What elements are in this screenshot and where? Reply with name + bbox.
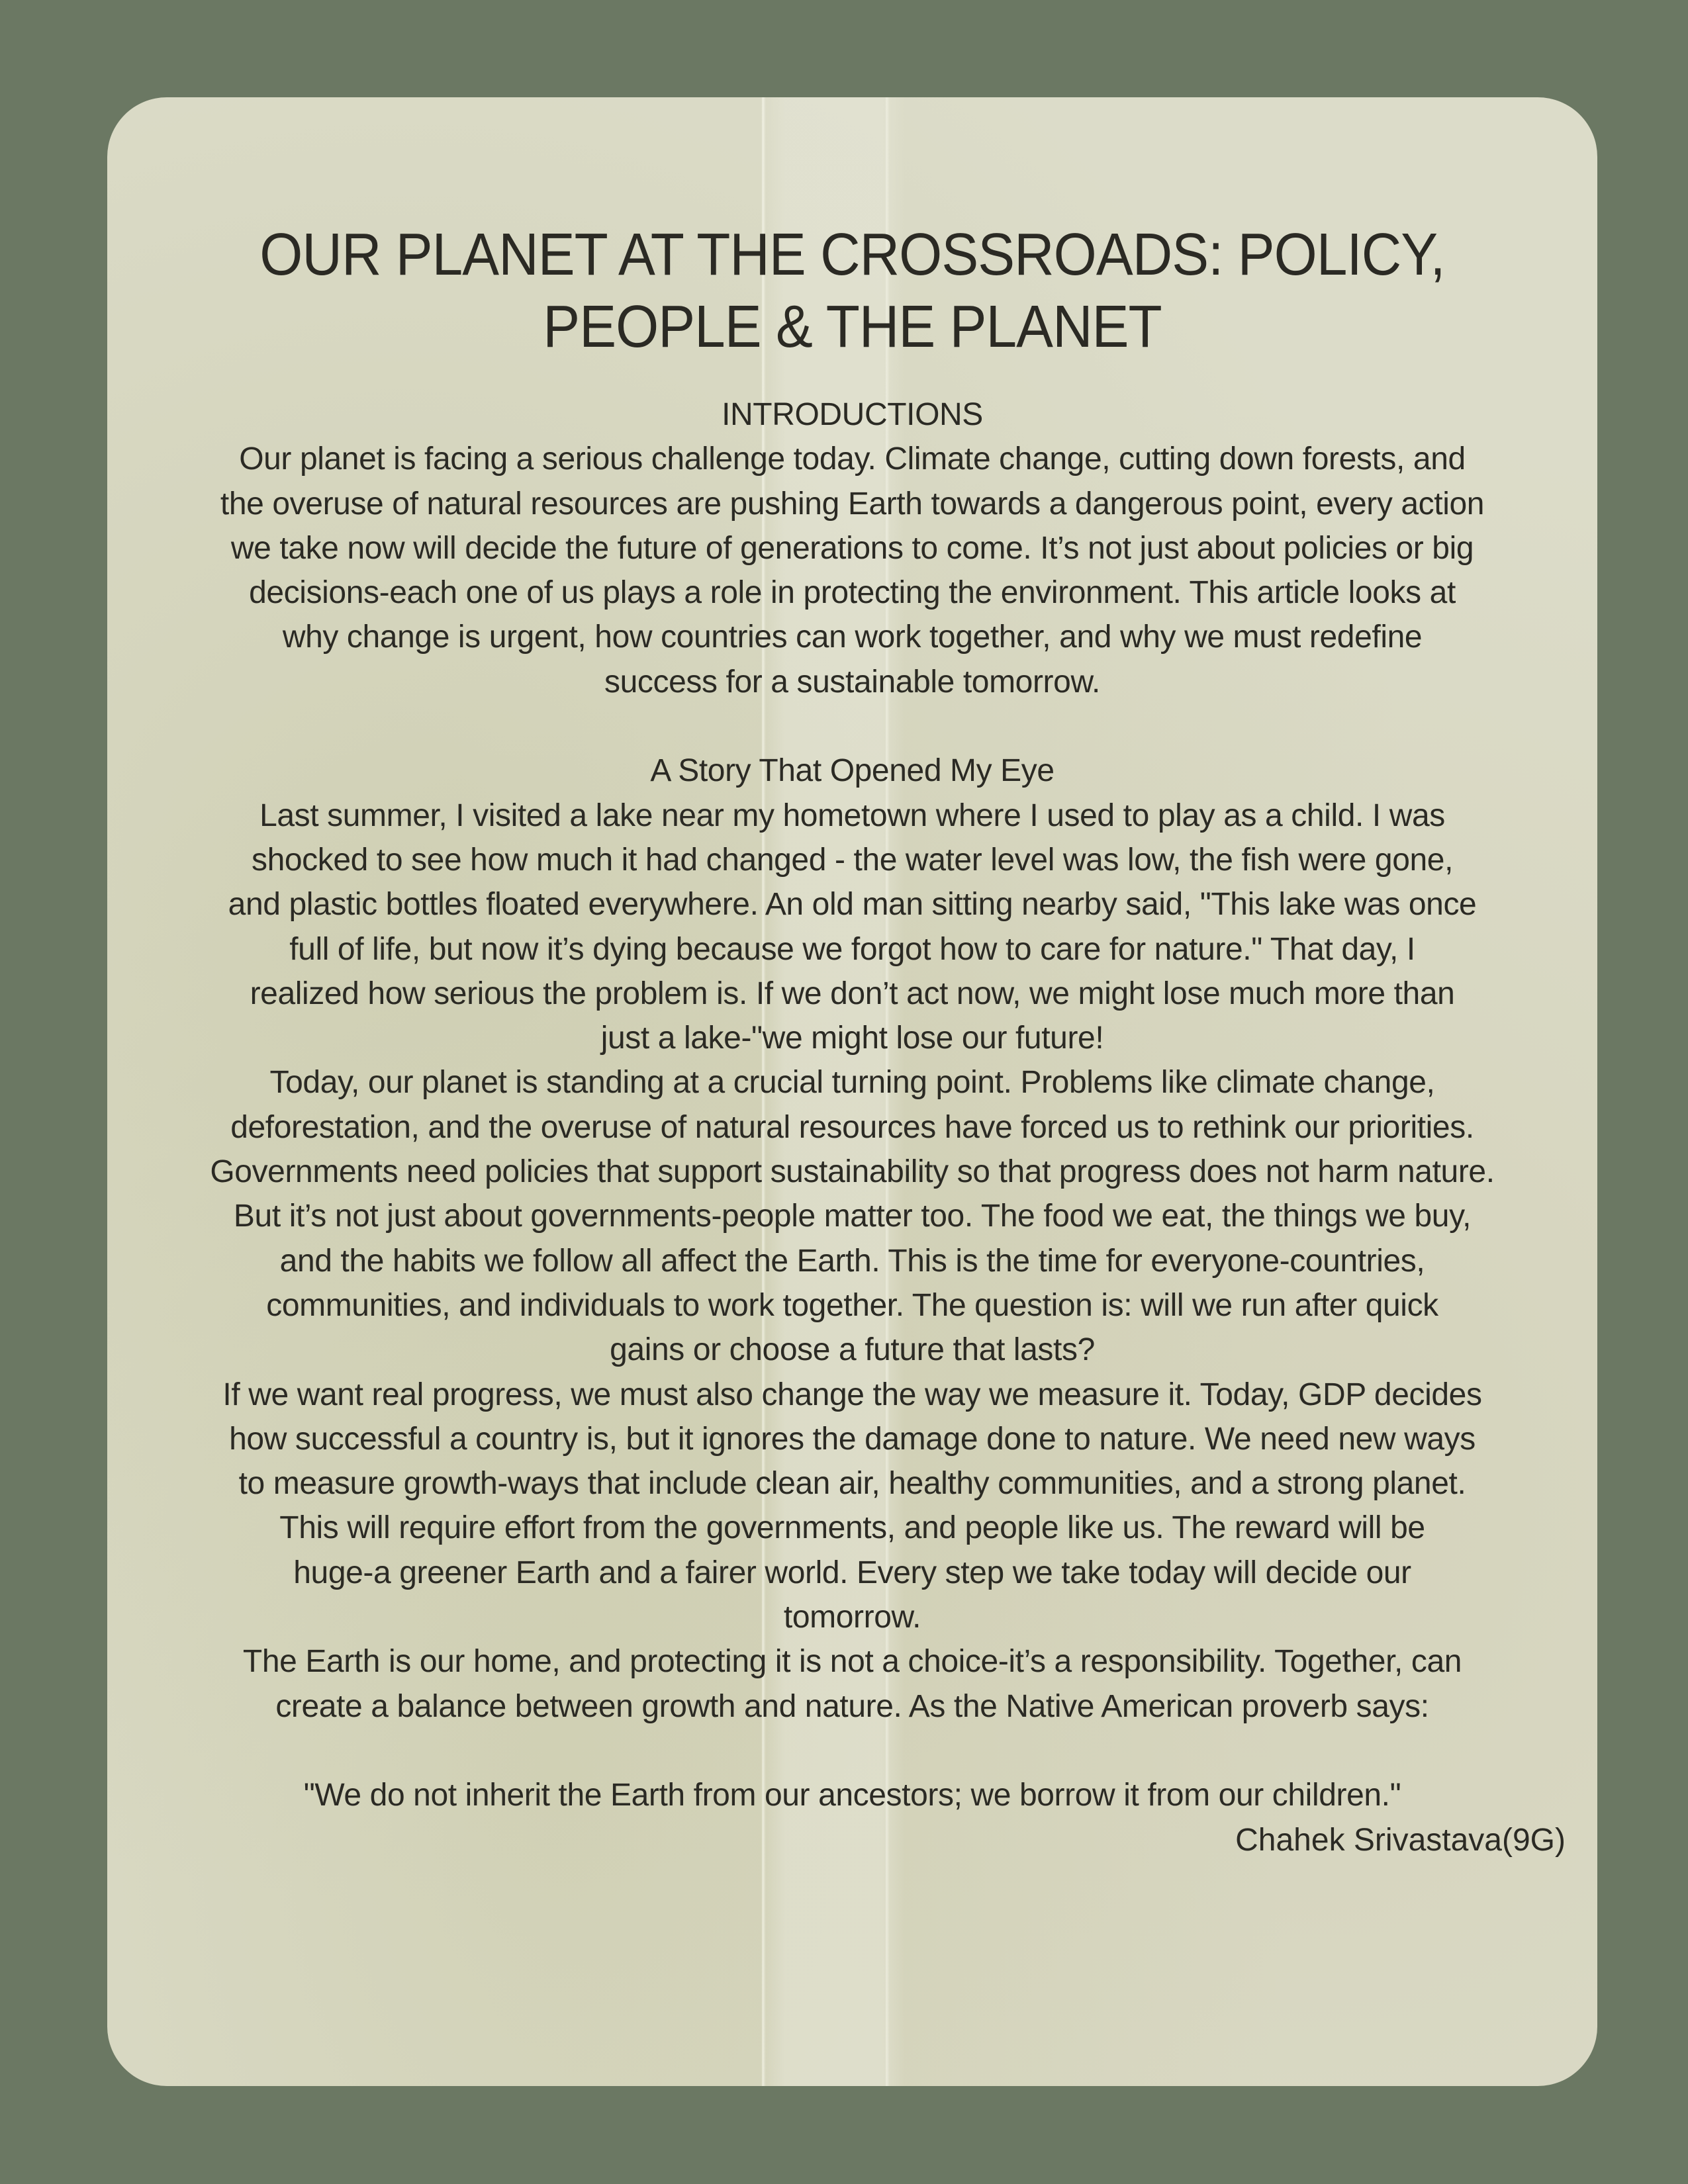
body-paragraph-line-text: just a lake-"we might lose our future! [600, 1021, 1104, 1056]
intro-paragraph-line [107, 437, 1597, 481]
body-paragraph-line-text: deforestation, and the overuse of natural resources have forced us to rethink our priorities. [230, 1109, 1474, 1145]
body-paragraph-line-text: huge-a greener Earth and a fairer world. Every step we take today will decide our [293, 1555, 1411, 1590]
story-heading [107, 749, 1597, 793]
article-card [107, 97, 1597, 2086]
body-paragraph-line-text: The Earth is our home, and protecting it is not a choice-it’s a responsibility. Together, can [242, 1644, 1462, 1680]
body-paragraph-line [107, 794, 1597, 838]
body-paragraph-line-text: to measure growth-ways that include clean air, healthy communities, and a strong planet. [238, 1466, 1466, 1502]
body-paragraph-line-text: tomorrow. [783, 1600, 921, 1635]
body-paragraph-line-text: This will require effort from the governments, and people like us. The reward will be [279, 1510, 1425, 1546]
body-paragraph-line [107, 1684, 1597, 1729]
intro-paragraph-line [107, 660, 1597, 704]
body-paragraph-line [107, 1239, 1597, 1283]
article-title-line-2: PEOPLE & THE PLANET [543, 294, 1162, 360]
body-paragraph-line-text: realized how serious the problem is. If we don’t act now, we might lose much more than [250, 976, 1455, 1011]
spacer [107, 1729, 1597, 1773]
proverb-quote-text: "We do not inherit the Earth from our ancestors; we borrow it from our children." [303, 1778, 1401, 1813]
body-paragraph-line [107, 882, 1597, 927]
article-body [107, 392, 1597, 1818]
body-paragraph-line [107, 1551, 1597, 1595]
intro-paragraph-line [107, 615, 1597, 659]
body-paragraph-line-text: and plastic bottles floated everywhere. An old man sitting nearby said, "This lake was once [228, 887, 1477, 923]
body-paragraph-line [107, 927, 1597, 972]
body-paragraph-line-text: full of life, but now it’s dying because we forgot how to care for nature." That day, I [289, 931, 1415, 967]
body-paragraph-line-text: shocked to see how much it had changed - the water level was low, the fish were gone, [251, 842, 1454, 878]
body-paragraph-line-text: Today, our planet is standing at a crucial turning point. Problems like climate change, [269, 1065, 1435, 1101]
intro-paragraph-line-text: the overuse of natural resources are pushing Earth towards a dangerous point, every action [220, 486, 1485, 522]
body-paragraph-line [107, 1283, 1597, 1328]
spacer [107, 704, 1597, 749]
body-paragraph-line-text: But it’s not just about governments-people matter too. The food we eat, the things we buy, [233, 1199, 1472, 1234]
body-paragraph-line-text: and the habits we follow all affect the Earth. This is the time for everyone-countries, [279, 1243, 1425, 1279]
body-paragraph-line [107, 1194, 1597, 1238]
intro-paragraph-line-text: Our planet is facing a serious challenge today. Climate change, cutting down forests, and [239, 441, 1466, 477]
body-paragraph-line [107, 1639, 1597, 1684]
article-title-line-1: OUR PLANET AT THE CROSSROADS: POLICY, [259, 222, 1445, 288]
story-heading-text: A Story That Opened My Eye [650, 753, 1055, 789]
intro-heading [107, 392, 1597, 437]
body-paragraph-line-text: If we want real progress, we must also change the way we measure it. Today, GDP decides [222, 1377, 1482, 1412]
body-paragraph-line [107, 1328, 1597, 1372]
body-paragraph-line [107, 1461, 1597, 1506]
body-paragraph-line [107, 838, 1597, 882]
intro-heading-text: INTRODUCTIONS [722, 397, 983, 432]
proverb-quote [107, 1773, 1597, 1817]
intro-paragraph-line [107, 570, 1597, 615]
body-paragraph-line [107, 1150, 1597, 1194]
body-paragraph-line [107, 1373, 1597, 1417]
body-paragraph-line [107, 972, 1597, 1016]
intro-paragraph-line-text: why change is urgent, how countries can work together, and why we must redefine [282, 619, 1423, 655]
body-paragraph-line-text: communities, and individuals to work together. The question is: will we run after quick [266, 1287, 1438, 1323]
intro-paragraph-line-text: we take now will decide the future of generations to come. It’s not just about policies or big [230, 530, 1474, 566]
body-paragraph-line-text: create a balance between growth and nature. As the Native American proverb says: [275, 1688, 1429, 1724]
author-signature: Chahek Srivastava(9G) [1235, 1823, 1566, 1858]
body-paragraph-line [107, 1105, 1597, 1150]
intro-paragraph-line-text: decisions-each one of us plays a role in protecting the environment. This article looks at [249, 575, 1456, 611]
body-paragraph-line [107, 1417, 1597, 1461]
body-paragraph-line-text: Last summer, I visited a lake near my hometown where I used to play as a child. I was [259, 797, 1445, 833]
body-paragraph-line [107, 1060, 1597, 1105]
body-paragraph-line-text: how successful a country is, but it ignores the damage done to nature. We need new ways [229, 1421, 1476, 1457]
body-paragraph-line [107, 1016, 1597, 1060]
body-paragraph-line-text: Governments need policies that support sustainability so that progress does not harm nature. [210, 1154, 1495, 1190]
body-paragraph-line [107, 1506, 1597, 1550]
body-paragraph-line-text: gains or choose a future that lasts? [610, 1332, 1095, 1368]
intro-paragraph-line [107, 526, 1597, 570]
intro-paragraph-line-text: success for a sustainable tomorrow. [604, 664, 1100, 700]
body-paragraph-line [107, 1595, 1597, 1639]
intro-paragraph-line [107, 482, 1597, 526]
